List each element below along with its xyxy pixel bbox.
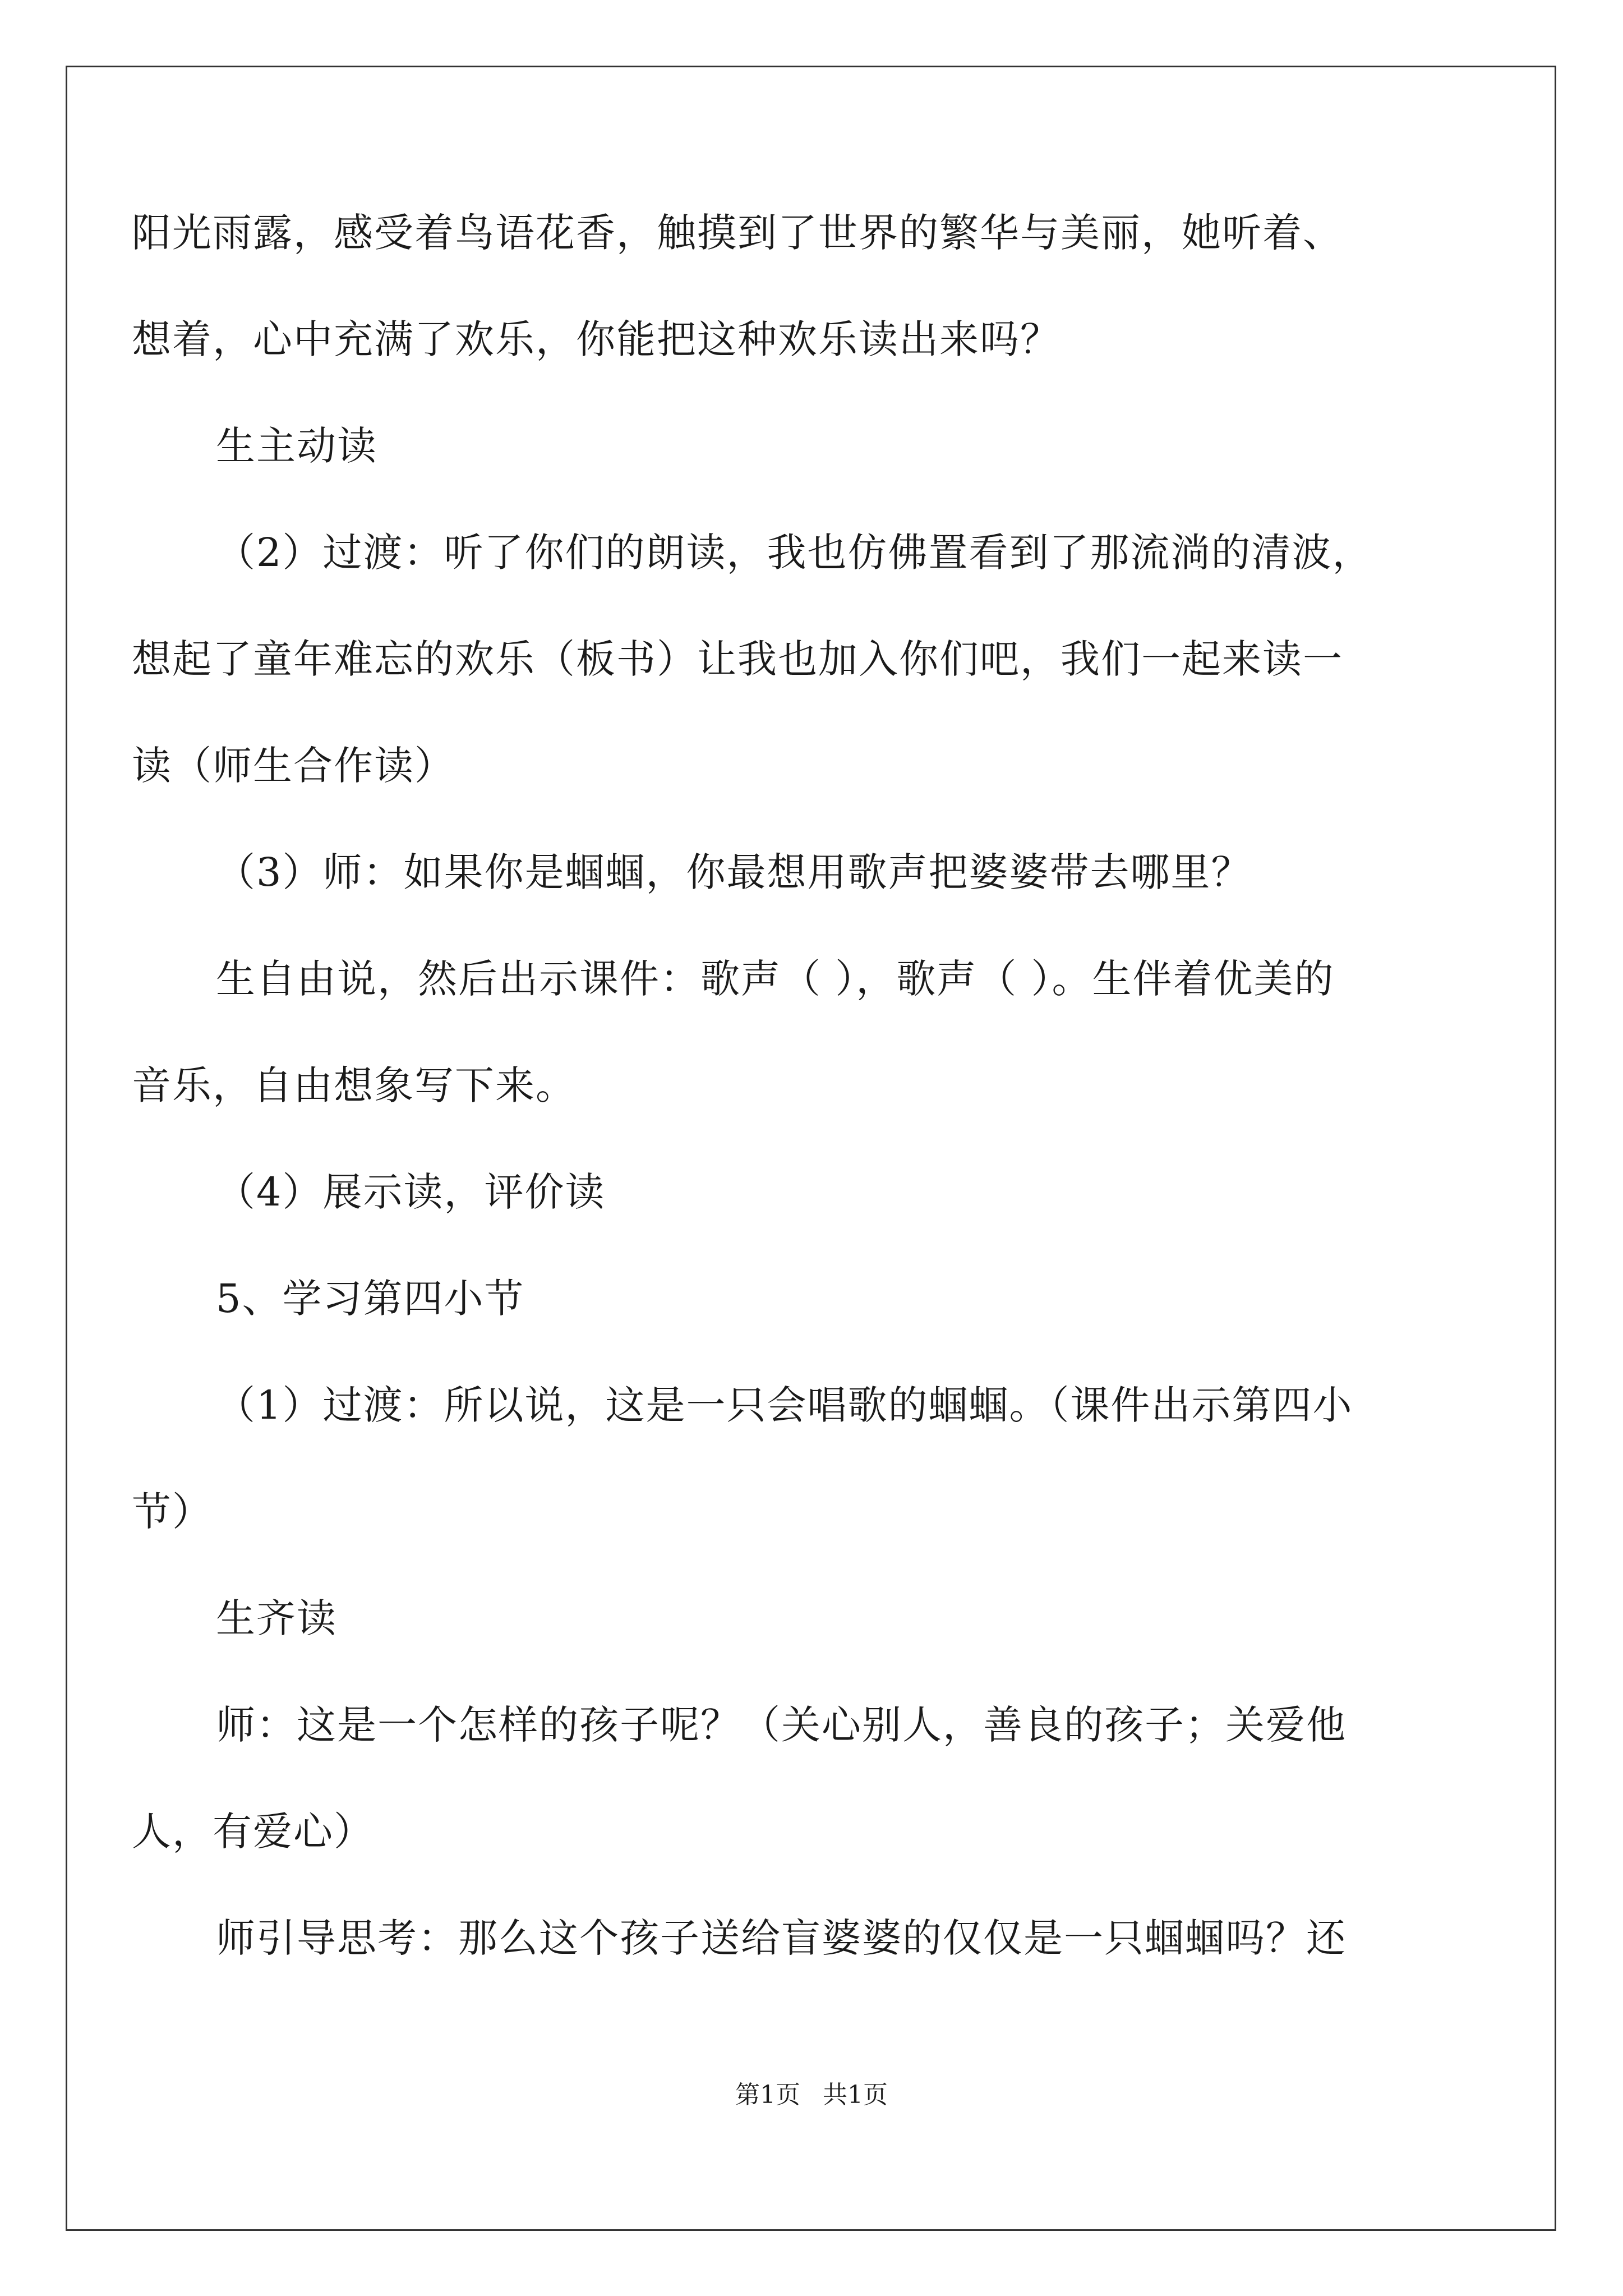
text-line: 想起了童年难忘的欢乐（板书）让我也加入你们吧，我们一起来读一 — [132, 636, 1343, 682]
page-footer — [0, 2078, 1623, 2112]
page-number: 第1页 — [735, 2081, 800, 2109]
text-line: 想着，心中充满了欢乐，你能把这种欢乐读出来吗？ — [132, 316, 1061, 362]
text-line: 生齐读 — [216, 1595, 337, 1641]
page-border — [66, 66, 1556, 2231]
text-line: 师引导思考：那么这个孩子送给盲婆婆的仅仅是一只蝈蝈吗？还 — [216, 1915, 1347, 1961]
text-line: 节） — [132, 1489, 213, 1535]
text-line: 音乐，自由想象写下来。 — [132, 1062, 576, 1108]
text-line: 5、学习第四小节 — [216, 1276, 525, 1322]
text-line: 师：这是一个怎样的孩子呢？（关心别人，善良的孩子；关爱他 — [216, 1702, 1347, 1748]
text-line: 生自由说，然后出示课件：歌声（ ），歌声（ ）。生伴着优美的 — [216, 956, 1335, 1002]
text-line: 生主动读 — [216, 423, 377, 469]
page-total: 共1页 — [823, 2081, 888, 2109]
text-line: （2）过渡：听了你们的朗读，我也仿佛置看到了那流淌的清波， — [216, 530, 1373, 576]
text-line: 人，有爱心） — [132, 1809, 374, 1855]
text-line: 阳光雨露，感受着鸟语花香，触摸到了世界的繁华与美丽，她听着、 — [132, 210, 1343, 256]
text-line: （1）过渡：所以说，这是一只会唱歌的蝈蝈。（课件出示第四小 — [216, 1382, 1353, 1428]
text-line: （3）师：如果你是蝈蝈，你最想用歌声把婆婆带去哪里？ — [216, 849, 1252, 895]
text-line: （4）展示读，评价读 — [216, 1169, 606, 1215]
text-line: 读（师生合作读） — [132, 743, 455, 789]
